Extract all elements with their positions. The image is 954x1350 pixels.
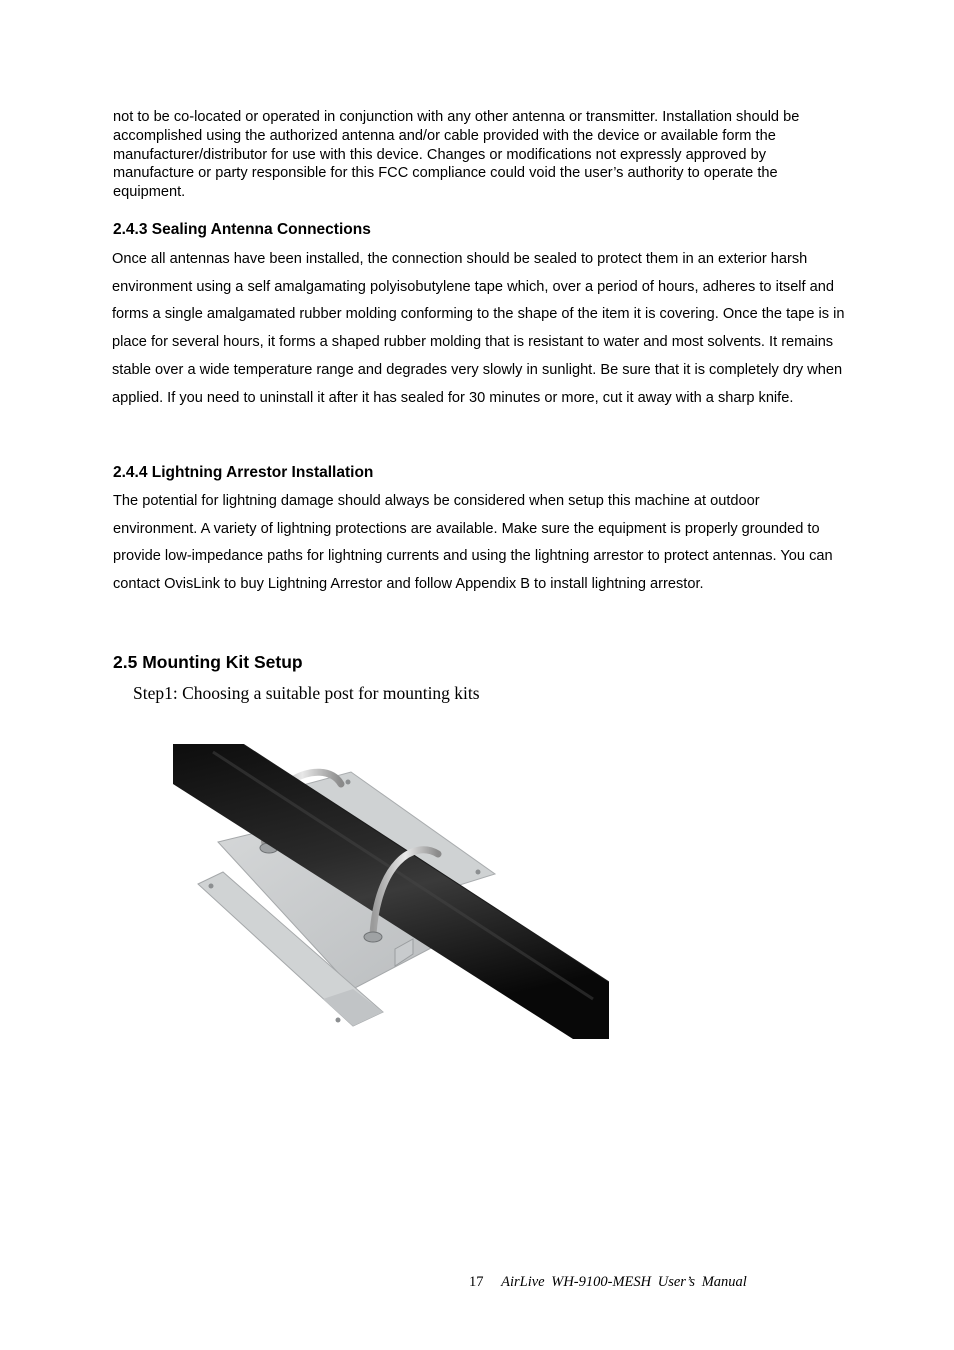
manual-title: AirLive WH-9100-MESH User’s Manual [501,1274,747,1290]
section-2-5-heading: 2.5 Mounting Kit Setup [113,652,303,672]
page-number: 17 [469,1274,484,1290]
step1-text: Step1: Choosing a suitable post for mounting kits [133,683,480,703]
page-footer [469,1273,747,1291]
mounting-kit-photo [173,744,609,1039]
section-2-4-4-body: The potential for lightning damage should always be considered when setup this machine at outdoor environment. A variety of lightning protections are available. Make sure the equipment is properly grounded to provide low-impedance paths for lightning currents and using the lightning arrestor to protect antennas. You can contact OvisLink to buy Lightning Arrestor and follow Appendix B to install lightning arrestor. [113,493,833,593]
section-2-4-3-body: Once all antennas have been installed, the connection should be sealed to protect them in an exterior harsh environment using a self amalgamating polyisobutylene tape which, over a period of hours, adheres to itself and forms a single amalgamated rubber molding conforming to the shape of the item it is covering. Once the tape is in place for several hours, it forms a shaped rubber molding that is resistant to water and most solvents. It remains stable over a wide temperature range and degrades very slowly in sunlight. Be sure that it is completely dry when applied. If you need to uninstall it after it has sealed for 30 minutes or more, cut it away with a sharp knife. [112,251,845,406]
intro-paragraph: not to be co-located or operated in conjunction with any other antenna or transmitter. Installation should be accomplished using the authorized antenna and/or cable provided with the device or available form the manufacturer/distributor for use with this device. Changes or modifications not expressly approved by manufacture or party responsible for this FCC compliance could void the user’s authority to operate the equipment. [113,109,800,201]
section-2-4-3-heading: 2.4.3 Sealing Antenna Connections [113,221,371,238]
section-2-4-4-heading: 2.4.4 Lightning Arrestor Installation [113,464,374,481]
